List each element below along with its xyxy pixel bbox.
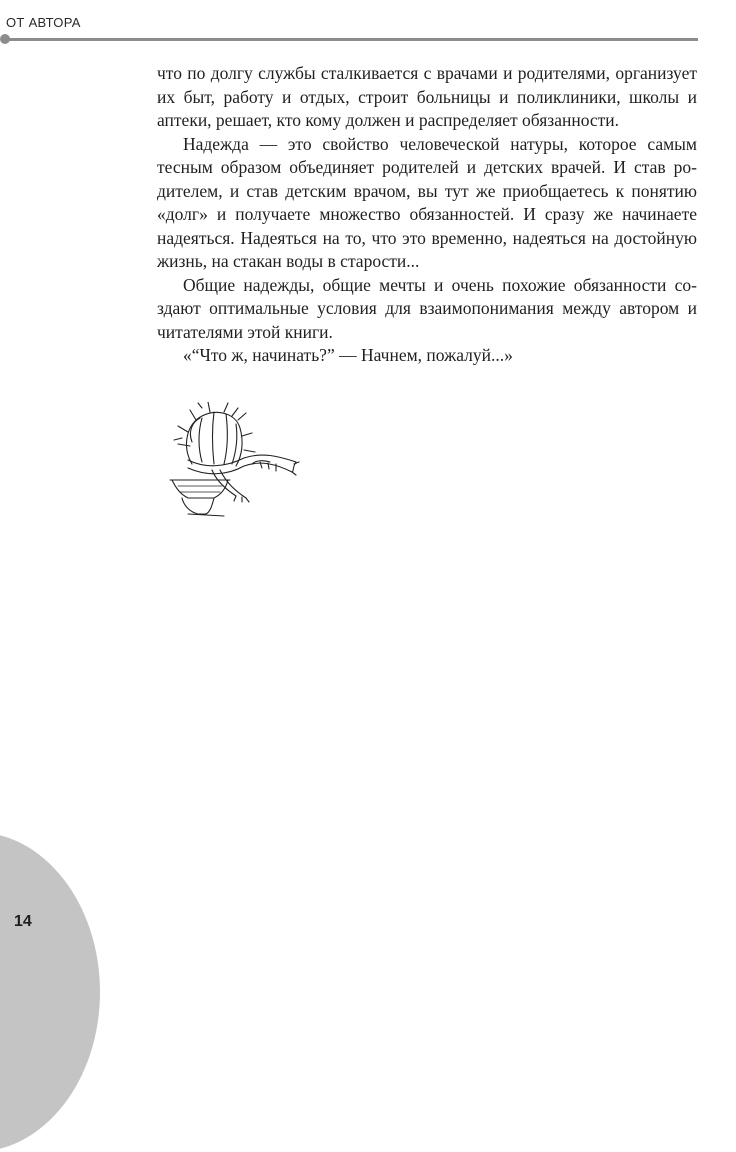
text-line: аптеки, решает, кто кому должен и распределяет обязанности. xyxy=(157,110,620,130)
corner-page-tab xyxy=(0,832,100,1152)
paragraph-4 xyxy=(157,344,697,368)
text-line: надеяться. Надеяться на то, что это временно, надеяться на достойную xyxy=(157,227,697,248)
text-line: читателями этой книги. xyxy=(157,321,333,342)
paragraph-1 xyxy=(157,62,697,133)
text-line: их быт, работу и отдых, строит больницы и поликлиники, школы и xyxy=(157,86,697,107)
cactus-with-scarf-icon xyxy=(152,402,302,524)
body-text xyxy=(157,62,697,368)
paragraph-3 xyxy=(157,274,697,345)
text-line: «“Что ж, начинать?” — Начнем, пожалуй...» xyxy=(183,345,513,365)
text-line: «долг» и получаете множество обязанностей. И сразу же начинаете xyxy=(157,204,697,224)
text-line: Надежда — это свойство человеческой натуры, которое самым xyxy=(183,133,697,154)
running-head: ОТ АВТОРА xyxy=(6,15,81,30)
text-line: тесным образом объединяет родителей и детских врачей. И став ро- xyxy=(157,157,697,177)
text-line: жизнь, на стакан воды в старости... xyxy=(157,251,420,271)
header-rule xyxy=(4,38,698,41)
text-line: здают оптимальные условия для взаимопонимания между автором и xyxy=(157,298,697,318)
text-line: Общие надежды, общие мечты и очень похожие обязанности со- xyxy=(183,274,697,295)
text-line: дителем, и став детским врачом, вы тут же приобщаетесь к понятию xyxy=(157,180,697,201)
text-line: что по долгу службы сталкивается с врачами и родителями, организует xyxy=(157,63,697,83)
paragraph-2 xyxy=(157,133,697,274)
page-number: 14 xyxy=(14,913,32,930)
